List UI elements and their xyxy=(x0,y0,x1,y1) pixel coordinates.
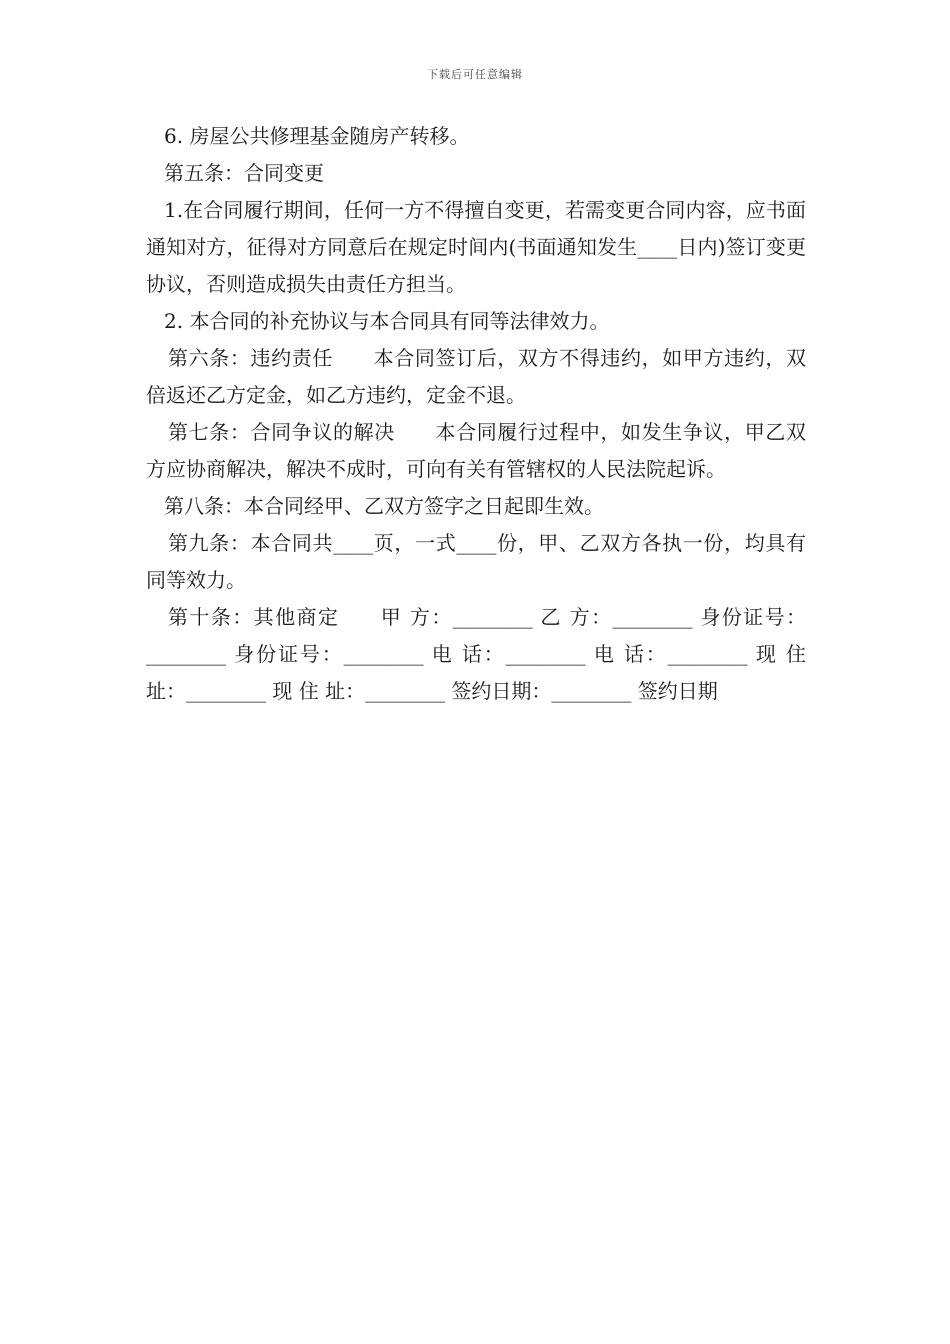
clause-repair-fund: 6. 房屋公共修理基金随房产转移。 xyxy=(164,124,470,148)
article-nine: 第九条：本合同共____页，一式____份，甲、乙双方各执一份，均具有同等效力。 xyxy=(146,531,806,592)
article-seven-text: 本合同履行过程中，如发生争议，甲乙双方应协商解决，解决不成时，可向有关有管辖权的人民法院起诉。 xyxy=(146,420,807,481)
article-eight: 第八条：本合同经甲、乙双方签字之日起即生效。 xyxy=(164,494,604,518)
page-header: 下载后可任意编辑 xyxy=(427,68,523,81)
contract-body xyxy=(146,118,806,710)
article-seven-title: 第七条：合同争议的解决 xyxy=(168,420,395,444)
article-six-title: 第六条：违约责任 xyxy=(168,346,333,370)
article-ten-title: 第十条：其他商定 xyxy=(168,605,340,629)
clause-change-notice: 1.在合同履行期间，任何一方不得擅自变更，若需变更合同内容，应书面通知对方，征得对方同意后在规定时间内(书面通知发生____日内)签订变更协议，否则造成损失由责任方担当。 xyxy=(146,198,806,296)
article-ten xyxy=(146,599,806,710)
article-six-text: 本合同签订后，双方不得违约，如甲方违约，双倍返还乙方定金，如乙方违约，定金不退。 xyxy=(146,346,807,407)
clause-supplement: 2. 本合同的补充协议与本合同具有同等法律效力。 xyxy=(164,309,610,333)
article-five-title: 第五条：合同变更 xyxy=(164,161,324,185)
signature-block: 甲 方：________ 乙 方：________ 身份证号：________ 身份证号：________ 电 话：________ 电 话：________ 现 住 址：________ 现 住 址：________ 签约日期：________ 签约日期 xyxy=(146,605,806,703)
article-six xyxy=(146,340,806,414)
article-seven xyxy=(146,414,806,488)
